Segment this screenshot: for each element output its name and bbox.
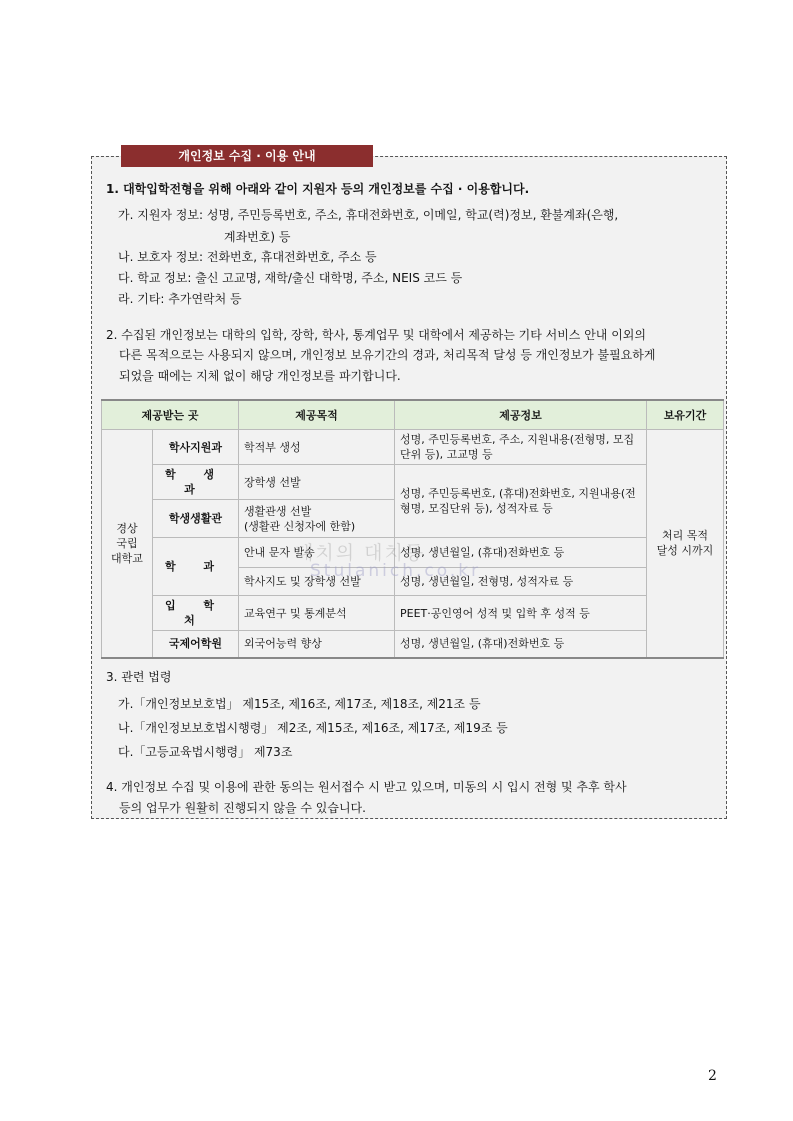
header-retention: 보유기간 <box>647 400 724 430</box>
info-provision-table <box>101 399 724 659</box>
page-number: 2 <box>708 1068 717 1084</box>
section1-item-na: 나. 보호자 정보: 전화번호, 휴대전화번호, 주소 등 <box>118 250 377 264</box>
info-cell: 성명, 주민등록번호, (휴대)전화번호, 지원내용(전형명, 모집단위 등), 성적자료 등 <box>395 465 647 538</box>
section4-line1: 4. 개인정보 수집 및 이용에 관한 동의는 원서접수 시 받고 있으며, 미동의 시 입시 전형 및 추후 학사 <box>106 780 627 794</box>
recipient-line: 대학교 <box>111 551 143 565</box>
section3-item-na: 나.「개인정보보호법시행령」 제2조, 제15조, 제16조, 제17조, 제19조 등 <box>118 721 508 735</box>
purpose-cell: 학사지도 및 장학생 선발 <box>239 568 395 596</box>
org-department: 학 과 <box>153 538 239 596</box>
section1-item-da: 다. 학교 정보: 출신 고교명, 재학/출신 대학명, 주소, NEIS 코드 등 <box>118 271 463 285</box>
section2-line1: 2. 수집된 개인정보는 대학의 입학, 장학, 학사, 통계업무 및 대학에서 제공하는 기타 서비스 안내 이외의 <box>106 328 646 342</box>
recipient-line: 국립 <box>116 536 138 550</box>
info-cell: 성명, 주민등록번호, 주소, 지원내용(전형명, 모집단위 등), 고교명 등 <box>395 430 647 465</box>
org-student-affairs: 학 생 과 <box>153 465 239 500</box>
purpose-cell: 장학생 선발 <box>239 465 395 500</box>
purpose-cell <box>239 500 395 538</box>
retention-line: 달성 시까지 <box>656 544 714 558</box>
org-intl-language: 국제어학원 <box>153 631 239 658</box>
retention-line: 처리 목적 <box>661 529 708 543</box>
info-cell: 성명, 생년월일, (휴대)전화번호 등 <box>395 538 647 568</box>
table-row <box>102 430 724 465</box>
header-purpose: 제공목적 <box>239 400 395 430</box>
watermark-url: Stulanich.co.kr <box>310 561 482 581</box>
recipient-line: 경상 <box>116 521 138 535</box>
purpose-cell: 안내 문자 발송 <box>239 538 395 568</box>
section4-line2: 등의 업무가 원활히 진행되지 않을 수 있습니다. <box>119 801 366 815</box>
recipient-cell <box>102 430 153 658</box>
section1-heading: 1. 대학입학전형을 위해 아래와 같이 지원자 등의 개인정보를 수집 · 이용합니다. <box>106 182 530 196</box>
org-academic-support: 학사지원과 <box>153 430 239 465</box>
table-row <box>102 631 724 658</box>
purpose-cell: 학적부 생성 <box>239 430 395 465</box>
table-header-row <box>102 400 724 430</box>
header-info: 제공정보 <box>395 400 647 430</box>
org-admissions: 입 학 처 <box>153 596 239 631</box>
purpose-line: 생활관생 선발 <box>244 504 312 518</box>
table-row <box>102 596 724 631</box>
section3-item-da: 다.「고등교육법시행령」 제73조 <box>118 745 293 759</box>
table-row <box>102 465 724 500</box>
watermark-text: 대치의 대치동 <box>295 542 426 564</box>
purpose-line: (생활관 신청자에 한함) <box>244 519 356 533</box>
section1-item-ra: 라. 기타: 추가연락처 등 <box>118 292 242 306</box>
info-cell: 성명, 생년월일, (휴대)전화번호 등 <box>395 631 647 658</box>
section3-item-ga: 가.「개인정보보호법」 제15조, 제16조, 제17조, 제18조, 제21조 등 <box>118 697 481 711</box>
section1-item-ga-line1: 가. 지원자 정보: 성명, 주민등록번호, 주소, 휴대전화번호, 이메일, 학교(력)정보, 환불계좌(은행, <box>118 208 619 222</box>
info-cell: PEET·공인영어 성적 및 입학 후 성적 등 <box>395 596 647 631</box>
info-cell: 성명, 생년월일, 전형명, 성적자료 등 <box>395 568 647 596</box>
header-recipient: 제공받는 곳 <box>102 400 239 430</box>
section3-heading: 3. 관련 법령 <box>106 670 172 684</box>
retention-cell <box>647 430 724 658</box>
purpose-cell: 외국어능력 향상 <box>239 631 395 658</box>
section1-item-ga-line2: 계좌번호) 등 <box>224 230 291 244</box>
purpose-cell: 교육연구 및 통계분석 <box>239 596 395 631</box>
org-student-life: 학생생활관 <box>153 500 239 538</box>
section-title-tab: 개인정보 수집 · 이용 안내 <box>121 145 373 167</box>
section2-line3: 되었을 때에는 지체 없이 해당 개인정보를 파기합니다. <box>119 369 401 383</box>
section2-line2: 다른 목적으로는 사용되지 않으며, 개인정보 보유기간의 경과, 처리목적 달성 등 개인정보가 불필요하게 <box>119 348 656 362</box>
